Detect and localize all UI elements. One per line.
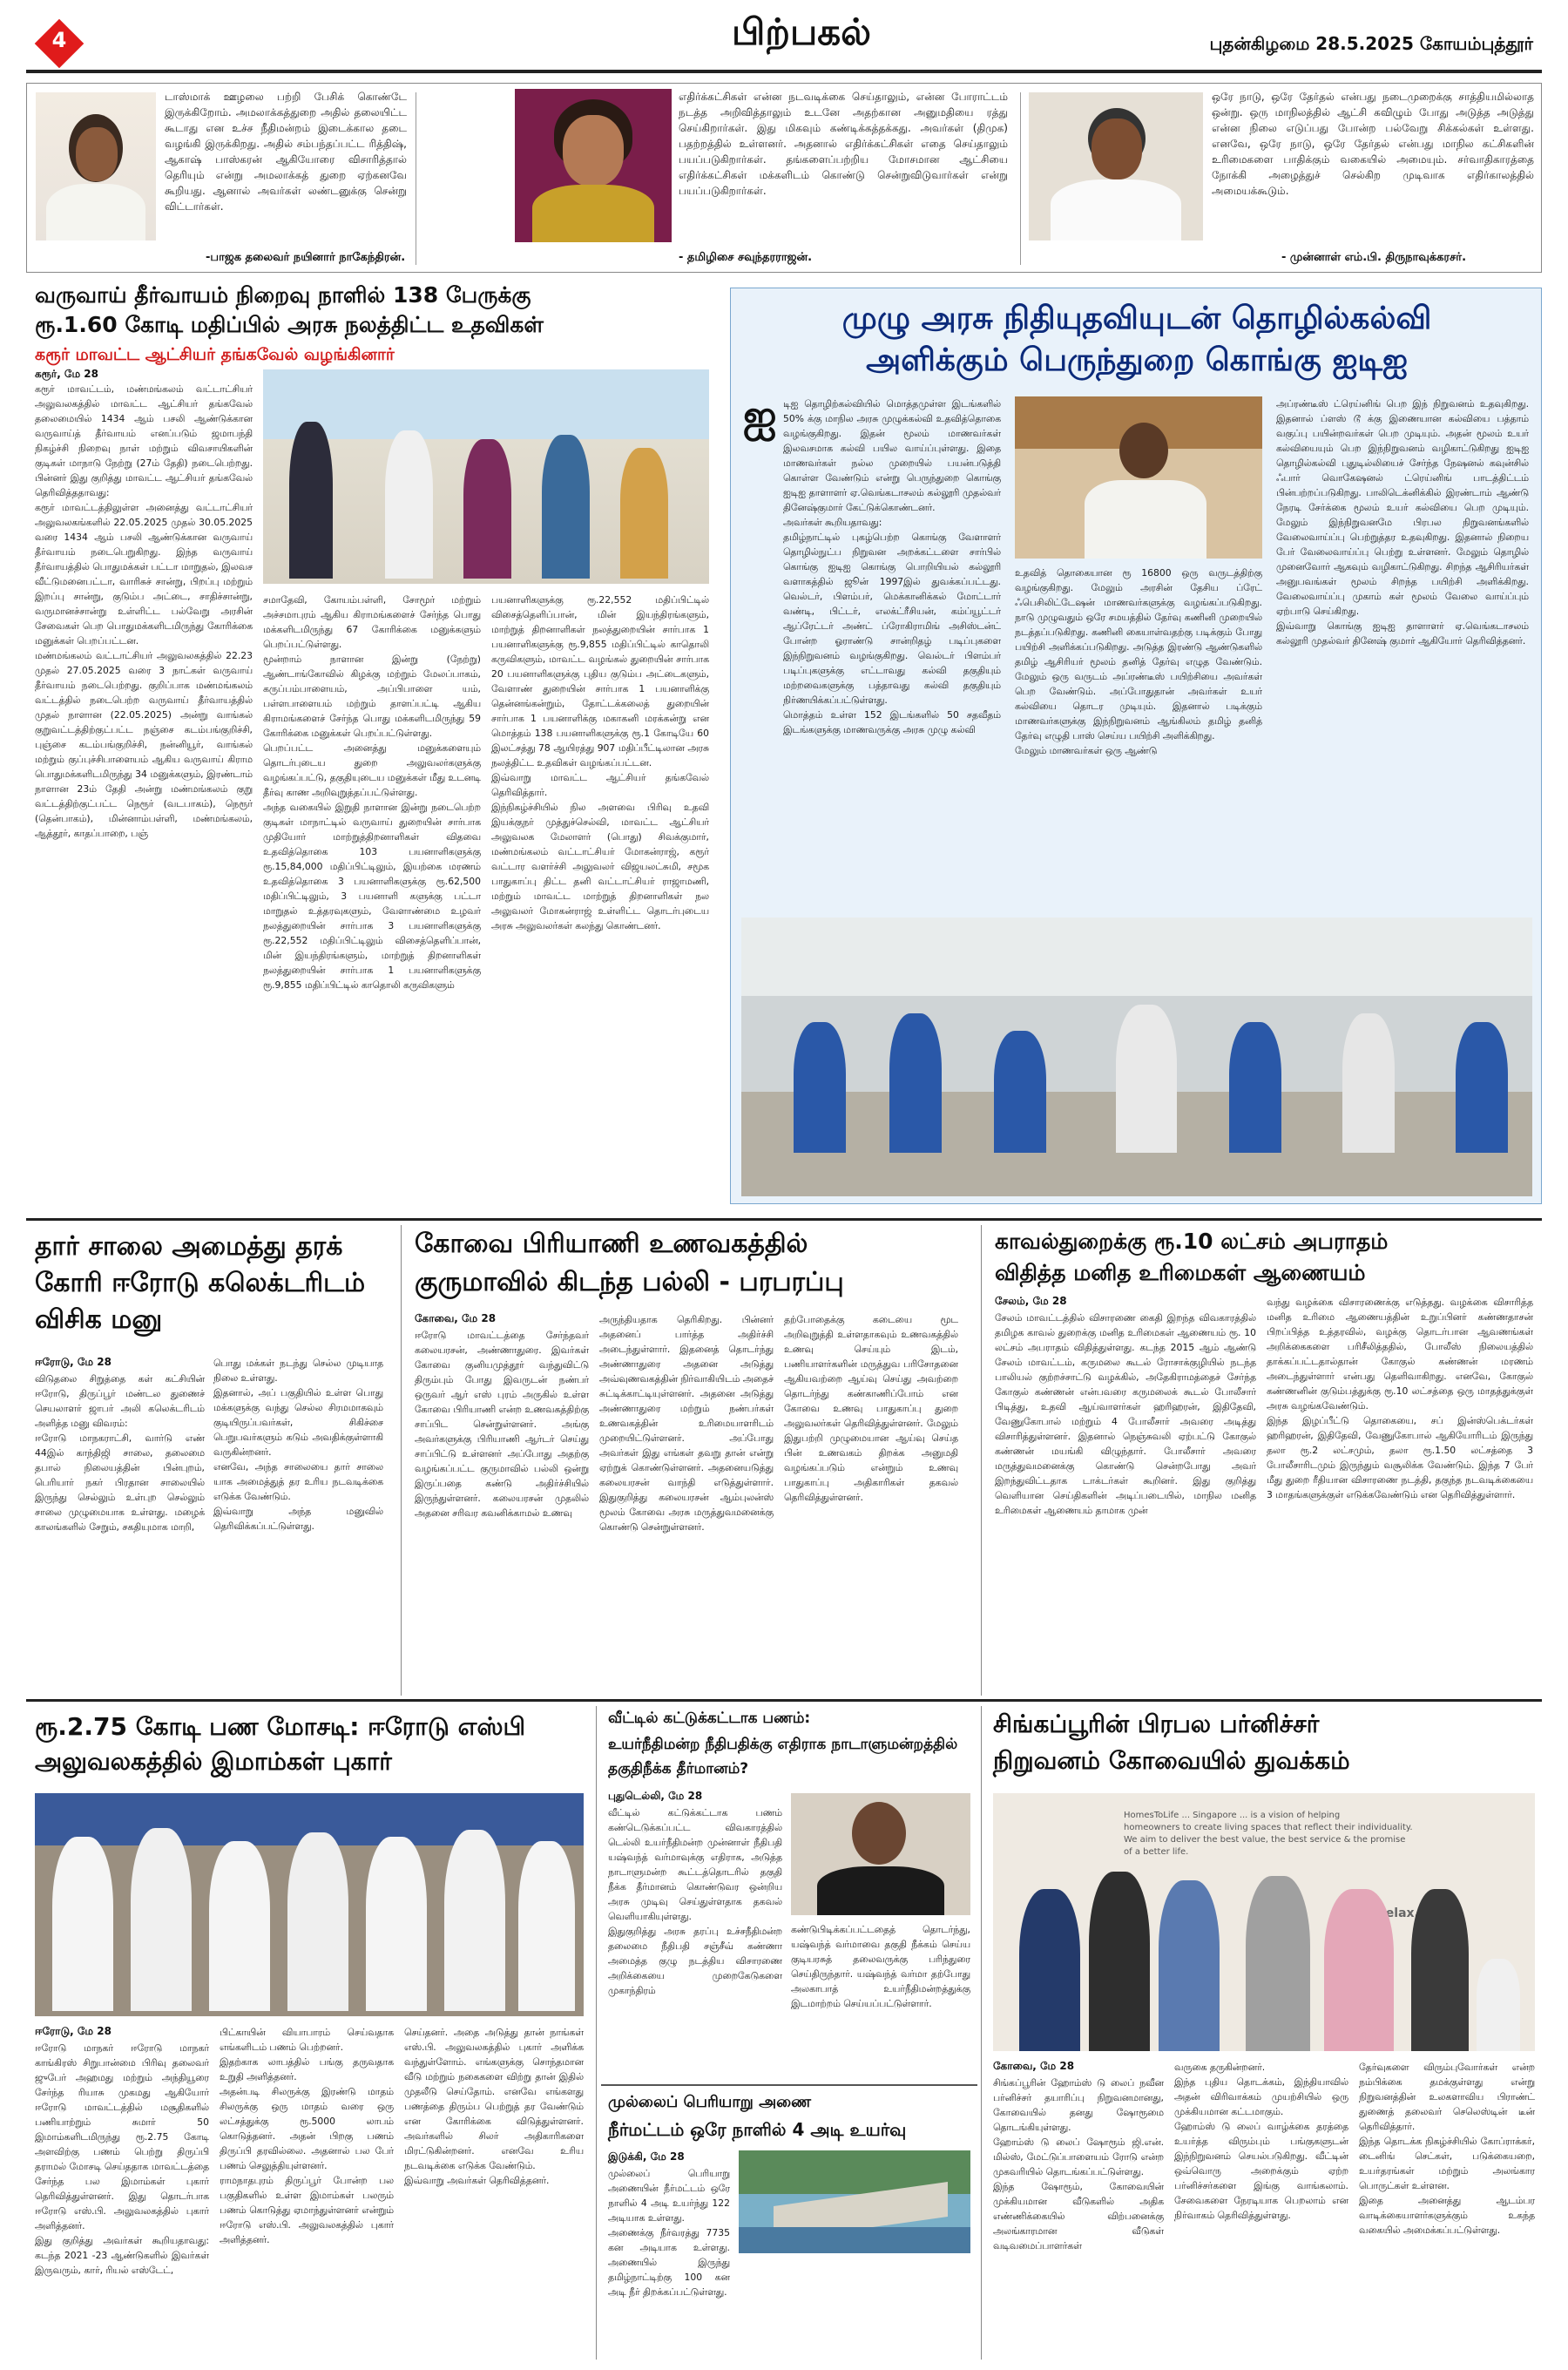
drop-cap: ஐ: [743, 391, 777, 440]
quote-text-1: டாஸ்மாக் ஊழலை பற்றி பேசிக் கொண்டே இருக்கிறோம். அமலாக்கத்துறை அதில் தலையிட்ட கூடாது என உச்ச நீதிமன்றம் இடைக்கால தடை வழங்கி இருக்கிறது. அதில் சம்பந்தப்பட்ட ரித்திஷ், ஆகாஷ் பாஸ்கரன் ஆகியோரை விசாரித்தால் தெரியும் என்று அமலாக்கத் துறை ஏற்கனவே கூறியது. ஆனால் அவர்கள் லண்டனுக்கு சென்று விட்டார்கள்.: [165, 91, 407, 213]
banner-text: We aim to deliver the best value, the best service & the promise: [1124, 1835, 1406, 1845]
article-karur: [26, 281, 723, 1213]
portrait-photo: [36, 92, 156, 240]
article-column: சேலம் மாவட்டத்தில் விசாரணை கைதி இறந்த விவகாரத்தில் தமிழக காவல் துறைக்கு மனித உரிமைகள் ஆணையம் ரூ. 10 லட்சம் அபராதம் விதித்துள்ளது. கடந்த 2015 ஆம் ஆண்டு சேலம் மாவட்டம், கருமலை கூடல் ரோசாக்குழியில் நடந்த பாலியல் குற்றச்சாட்டு வழக்கில், அதேகிராமத்தைச் சேர்ந்த கோகுல் கண்ணன் என்பவரை கருமலைக் கூடல் போலீசார் பிடித்து, உதவி ஆய்வாளர்கள் ஹரிஹரன், இதிதேவி, வேணுகோபால் மற்றும் 4 போலீசார் அவரை அடித்து விசாரித்துள்ளனர். இதனால் நெஞ்சுவலி ஏற்பட்டு கோகுல் கண்ணன் மயங்கி விழுந்தார். போலீசார் அவரை மருத்துவமனைக்கு கொண்டு சென்றபோது அவர் இறந்துவிட்டதாக டாக்டர்கள் கூறினர். இது குறித்து வெளியான செய்திகளின் அடிப்படையில், மாநில மனித உரிமைகள் ஆணையம் தாமாக முன்: [995, 1312, 1256, 1516]
headline: முல்லைப் பெரியாறு அணை: [608, 2093, 812, 2111]
article-column: டிஐ தொழிற்கல்வியில் மொத்தமுள்ள இடங்களில் 50% க்கு மாநில அரசு முழுக்கல்வி உதவித்தொகை வழங்குகிறது. இதன் மூலம் மாணவர்கள் இலவசமாக கல்வி பயில வாய்ப்புள்ளது. இதை மாணவர்கள் நல்ல முறையில் பயன்படுத்தி கொள்ள வேண்டும் என்று பெருந்துறை கொங்கு ஐடிஐ தாளாளர் ஏ.வெங்கடாசலம் கல்லூரி முதல்வர் தினேஷ்குமார் கேட்டுக்கொண்டனர். அவர்கள் கூறியதாவது: தமிழ்நாட்டில் புகழ்பெற்ற கொங்கு வேளாளர் தொழில்நுட்ப நிறுவன அறக்கட்டளை சார்பில் கொங்கு ஐடிஐ கொங்கு பொறியியல் கல்லூரி வளாகத்தில் ஜூன் 1997இல் துவக்கப்பட்டது. வெல்டர், பிளம்பர், மெக்கானிக்கல் மோட்டார் வண்டி, பிட்டர், எலக்ட்ரீசியன், கம்ப்யூட்டர் ஆப்ரேட்டர் அண்ட் ப்ரோகிராமிங் அசிஸ்டன்ட் போன்ற ஓராண்டு சான்றிதழ் படிப்புகளை இந்நிறுவனம் வழங்குகிறது. வெல்டர் பிளம்பர் படிப்புகளுக்கு எட்டாவது கல்வி தகுதியும் மற்றவைகளுக்கு பத்தாவது கல்வி தகுதியும் நிர்ணயிக்கப்பட்டுள்ளது. மொத்தம் உள்ள 152 இடங்களில் 50 சதவீதம் இடங்களுக்கு மாணவருக்கு அரசு முழு கல்வி: [783, 398, 1001, 735]
article-column: வீட்டில் கட்டுக்கட்டாக பணம் கண்டெடுக்கப்பட்ட விவகாரத்தில் டெல்லி உயர்நீதிமன்ற முன்னாள் நீதிபதி யஷ்வந்த் வர்மாவுக்கு எதிராக, அடுத்த நாடாளுமன்ற கூட்டத்தொடரில் தகுதி நீக்க தீர்மானம் கொண்டுவர ஒன்றிய அரசு முடிவு செய்துள்ளதாக தகவல் வெளியாகியுள்ளது. இதுகுறித்து அரசு தரப்பு உச்சநீதிமன்ற தலைமை நீதிபதி சஞ்சீவ் கண்ணா அமைத்த குழு நடத்திய விசாரணை அறிக்கையை முறைகேடுகளை முகாந்திரம்: [608, 1807, 782, 1996]
article-column: தற்போதைக்கு கடையை மூட அறிவுறுத்தி உள்ளதாகவும் உணவகத்தில் உணவு செய்யும் இடம், பணியாளர்களின் மருத்துவ பரிசோதனை ஆகியவற்றை ஆய்வு செய்து அவற்றை தொடர்ந்து கண்காணிப்போம் என கோவை உணவு பாதுகாப்பு துறை அலுவலர்கள் தெரிவித்துள்ளனர். மேலும் இதுபற்றி முழுமையான ஆய்வு செய்த பின் உணவகம் திறக்க அனுமதி வழங்கப்படும் என்றும் உணவு பாதுகாப்பு அதிகாரிகள் தகவல் தெரிவித்துள்ளனர்.: [784, 1314, 958, 1503]
article-column: கண்டுபிடிக்கப்பட்டதைத் தொடர்ந்து, யஷ்வந்த் வர்மாவை தகுதி நீக்கம் செய்ய குடியரசுத் தலைவருக்கு பரிந்துரை செய்திருந்தார். யஷ்வந்த் வர்மா தற்போது அலகாபாத் உயர்நீதிமன்றத்துக்கு இடமாற்றம் செய்யப்பட்டுள்ளார்.: [791, 1924, 970, 2009]
headline: உயர்நீதிமன்ற நீதிபதிக்கு எதிராக நாடாளுமன்றத்தில் தகுதிநீக்க தீர்மானம்?: [608, 1736, 958, 1778]
headline: கோவை பிரியாணி உணவகத்தில்: [415, 1229, 808, 1259]
article-column: சமாதேவி, கோயம்பள்ளி, சோமூர் மற்றும் அச்சமாபுரம் ஆகிய கிராமங்களைச் சேர்ந்த பொது மக்களிடமிருந்து 67 கோரிக்கை மனுக்களும் பெறப்பட்டுள்ளது. மூன்றாம் நாளான இன்று (நேற்று) ஆண்டாங்கோவில் கிழக்கு மற்றும் மேலப்பாகம், கருப்பம்பாளையம், அப்பிபாளை யம், பள்ளபாளையம் மற்றும் தாளப்பட்டி ஆகிய கிராமங்களைச் சேர்ந்த பொது மக்களிடமிருந்து 59 கோரிக்கை மனுக்கள் பெறப்பட்டுள்ளது. பெறப்பட்ட அனைத்து மனுக்களையும் தொடர்புடைய துறை அலுவலர்களுக்கு வழங்கப்பட்டு, தகுதியுடைய மனுக்கள் மீது உடனடி தீர்வு காண அறிவுறுத்தப்பட்டுள்ளது. அந்த வகையில் இறுதி நாளான இன்று நடைபெற்ற குடிகள் மாநாட்டில் வருவாய் துறையின் சார்பாக முதியோர் மாற்றுத்திறனாளிகள் விதவை உதவித்தொகை 103 பயனாளிகளுக்கு ரூ.15,84,000 மதிப்பிட்டிலும், இயற்கை மரணம் உதவித்தொகை 3 பயனாளிகளுக்கு ரூ.62,500 மதிப்பிட்டிலும், 3 பயனாளி களுக்கு பட்டா மாறுதல் உத்தரவுகளும், வேளாண்மை உழவர் நலத்துறையின் சார்பாக 3 பயனாளிகளுக்கு ரூ.22,552 மதிப்பிட்டிலும் விசைத்தெளிப்பான், மின் இயந்திரங்களும், மாற்றுத் திறனாளிகள் நலத்துறையின் சார்பாக 1 பயனாளிகளுக்கு ரூ.9,855 மதிப்பிட்டில் காதொலி கருவிகளும்: [263, 594, 481, 991]
dateline: கரூர், மே 28: [35, 368, 98, 380]
headline: விதித்த மனித உரிமைகள் ஆணையம்: [995, 1260, 1366, 1285]
portrait-photo: [515, 89, 672, 242]
banner-text: HomesToLife ... Singapore ... is a vision of helping: [1124, 1811, 1341, 1820]
article-column: விடுதலை சிறுத்தை கள் கட்சியின் ஈரோடு, திருப்பூர் மண்டல துணைச் செயலாளர் ஜாபர் அலி கலெக்டரிடம் அளித்த மனு விவரம்: ஈரோடு மாநகராட்சி, வார்டு எண் 44இல் காந்திஜி சாலை, தலைமை தபால் நிலையத்தின் பின்புறம், பெரியார் நகர் பிரதான சாலையில் இருந்து செல்லும் உள்புற செல்லும் சாலை முழுமையாக உள்ளது. மழைக் காலங்களில் சேறும், சகதியுமாக மாறி,: [35, 1373, 205, 1533]
dateline: இடுக்கி, மே 28: [608, 2150, 685, 2163]
workshop-photo: [741, 918, 1532, 1196]
headline: அளிக்கும் பெருந்துறை கொங்கு ஐடிஐ: [866, 342, 1408, 378]
headline: சிங்கப்பூரின் பிரபல பர்னிச்சர்: [993, 1710, 1320, 1738]
article-furniture: [986, 1706, 1542, 2360]
article-column: பொது மக்கள் நடந்து செல்ல முடியாத நிலை உள்ளது. இதனால், அப் பகுதியில் உள்ள பொது மக்களுக்கு வந்து செல்ல சிரமமாகவும் குடியிருப்பவர்கள், சிகிச்சை பெறுபவர்களும் கடும் அவதிக்குள்ளாகி வருகின்றனர். எனவே, அந்த சாலையை தார் சாலை யாக அமைத்துத் தர உரிய நடவடிக்கை எடுக்க வேண்டும். இவ்வாறு அந்த மனுவில் தெரிவிக்கப்பட்டுள்ளது.: [213, 1358, 383, 1532]
dateline: கோவை, மே 28: [415, 1312, 497, 1324]
portrait-photo: [1029, 92, 1203, 240]
article-mullaiperiyar: [601, 2089, 977, 2360]
article-kongu-iti: [730, 288, 1542, 1204]
article-hrc: [986, 1225, 1542, 1696]
banner-text: homeowners to create living spaces that reflect their individuality.: [1124, 1823, 1413, 1832]
quote-source-2: - தமிழிசை சவுந்தரராஜன்.: [679, 251, 813, 264]
headline: நீர்மட்டம் ஒரே நாளில் 4 அடி உயர்வு: [608, 2119, 907, 2140]
article-column: ஈரோடு மாநகர் ஈரோடு மாநகர் காங்கிரஸ் சிறுபான்மை பிரிவு தலைவர் ஜுபேர் அஹமது மற்றும் அந்தியூரை சேர்ந்த ரியாசு முகமது ஆகியோர் ஈரோடு மாவட்டத்தில் மசூதிகளில் பணியாற்றும் சுமார் 50 இமாம்களிடமிருந்து ரூ.2.75 கோடி அளவிற்கு பணம் பெற்று திருப்பி தராமல் மோசடி செய்ததாக மாவட்டத்தை சேர்ந்த பல இமாம்கள் புகார் தெரிவித்துள்ளனர். இது தொடர்பாக ஈரோடு எஸ்.பி. அலுவலகத்தில் புகார் அளித்தனர். இது குறித்து அவர்கள் கூறியதாவது: கடந்த 2021 -23 ஆண்டுகளில் இவர்கள் இருவரும், கார், ரியல் எஸ்டேட்,: [35, 2042, 209, 2276]
article-column: சிங்கப்பூரின் ஹோம்ஸ் டு லைப் நவீன பர்னிச்சர் தயாரிப்பு நிறுவனமானது, கோவையில் தனது ஷோரூமை தொடங்கியுள்ளது. ஹோம்ஸ் டு லைப் ஷோரூம் ஜி.என். மில்ஸ், மேட்டுப்பாளையம் ரோடு என்ற முகவரியில் தொடங்கப்பட்டுள்ளது. இந்த ஷோரூம், கோவையின் முக்கியமான வீடுகளில் அதிக எண்ணிக்கையில் விற்பனைக்கு அலங்காரமான வீடுகள் வடிவமைப்பாளர்கள்: [993, 2077, 1164, 2252]
article-column: தேர்வுகளை விரும்புவோர்கள் என்ற நம்பிக்கை தமக்குள்ளது என்று நிறுவனத்தின் உலகளாவிய பிராண்ட் துணைத் தலைவர் செலெஸ்டின் டீன் தெரிவித்தார். இந்த தொடக்க நிகழ்ச்சியில் கோப்ராக்கர், டைனிங் செட்கள், படுக்கையறை, உயர்தரங்கள் மற்றும் அலங்கார பொருட்கள் உள்ளன. இதை அனைத்து ஆடம்பர வாடிக்கையாளர்களுக்கும் உகந்த வகையில் அமைக்கப்பட்டுள்ளது.: [1359, 2062, 1535, 2236]
masthead-date: புதன்கிழமை 28.5.2025 கோயம்புத்தூர்: [1209, 33, 1533, 54]
article-column: முல்லைப் பெரியாறு அணையின் நீர்மட்டம் ஒரே நாளில் 4 அடி உயர்ந்து 122 அடியாக உள்ளது. அணைக்கு நீர்வரத்து 7735 கன அடியாக உள்ளது. அணையில் இருந்து தமிழ்நாட்டிற்கு 100 கன அடி நீர் திறக்கப்பட்டுள்ளது.: [608, 2168, 730, 2298]
headline: ரூ.1.60 கோடி மதிப்பில் அரசு நலத்திட்ட உதவிகள்: [35, 312, 544, 337]
headline: காவல்துறைக்கு ரூ.10 லட்சம் அபராதம்: [995, 1229, 1389, 1254]
quote-strip: [26, 83, 1542, 273]
article-column: வந்து வழக்கை விசாரணைக்கு எடுத்தது. வழக்கை விசாரித்த மனித உரிமை ஆணையத்தின் உறுப்பினர் கண்ணதாசன் பிறப்பித்த உத்தரவில், வழக்கு தொடர்பான ஆவணங்கள் அறிக்கைகளை பரிசீலித்ததில், போலீஸ் நிலையத்தில் தாக்கப்பட்டதால்தான் கோகுல் கண்ணன் மரணம் அடைந்துள்ளார் என்பது தெளிவாகிறது. எனவே, கோகுல் கண்ணனின் குடும்பத்துக்கு ரூ.10 லட்சத்தை ஒரு மாதத்துக்குள் அரசு வழங்கவேண்டும். இந்த இழப்பீட்டு தொகையை, சப் இன்ஸ்பெக்டர்கள் ஹரிஹரன், இதிதேவி, வேணுகோபால் ஆகியோரிடம் இருந்து தலா ரூ.2 லட்சமும், தலா ரூ.1.50 லட்சத்தை 3 போலீசாரிடமும் இருந்தும் வசூலிக்க வேண்டும். இந்த 7 பேர் மீது துறை ரீதியான விசாரணை நடத்தி, தகுந்த நடவடிக்கையை 3 மாதங்களுக்குள் எடுக்கவேண்டும் என தெரிவித்துள்ளார்.: [1267, 1297, 1533, 1500]
dateline: புதுடெல்லி, மே 28: [608, 1790, 703, 1802]
article-column: கரூர் மாவட்டம், மண்மங்கலம் வட்டாட்சியர் அலுவலகத்தில் மாவட்ட ஆட்சியர் தங்கவேல் தலைமையில் 1434 ஆம் பசலி ஆண்டுக்கான வருவாய்த் தீர்வாயம் எனப்படும் ஜமாபந்தி நிகழ்ச்சி நிறைவு நாள் மற்றும் விவசாயிகளின் குடிகள் மாநாடு நேற்று (27ம் தேதி) நடைபெற்றது. பின்னர் இது குறித்து மாவட்ட ஆட்சியர் தங்கவேல் தெரிவித்ததாவது: கரூர் மாவட்டத்திலுள்ள அனைத்து வட்டாட்சியர் அலுவலகங்களில் 22.05.2025 முதல் 30.05.2025 வரை 1434 ஆம் பசலி ஆண்டுக்கான வருவாய் தீர்வாயம் நடைபெறுகிறது. இந்த வருவாய் தீர்வாயத்தில் பொதுமக்கள் பட்டா மாறுதல், இலவச வீட்டுமனைபட்டா, வாரிசுச் சான்று, பிறப்பு மற்றும் இறப்பு சான்று, குடும்ப அட்டை, சாதிச்சான்று, வருமானச்சான்று உள்ளிட்ட பல்வேறு அரசின் சேவைகள் பெற பொதுமக்களிடமிருந்து கோரிக்கை மனுக்கள் பெறப்பட்டன. மண்மங்கலம் வட்டாட்சியர் அலுவலகத்தில் 22.23 முதல் 27.05.2025 வரை 3 நாட்கள் வருவாய் தீர்வாயம் நடைபெற்றது. குறிப்பாக மண்மங்கலம் வட்டத்தில் நடைபெற்ற வருவாய் தீர்வாயத்தில் முதல் நாளான (22.05.2025) அன்று வாங்கல் குறுவட்டத்திற்குட்பட்ட நஞ்சை கடம்பங்குறிச்சி, புஞ்சை கடம்பங்குறிச்சி, நன்னியூர், வாங்கல் மற்றும் குப்புச்சிபாளையம் ஆகிய வருவாய் கிராம பொதுமக்களிடமிருந்து 34 மனுக்களும், இரண்டாம் நாளான 23ம் தேதி அன்று மண்மங்கலம் குறு வட்டத்திற்குட்பட்ட நெரூர் (வடபாகம்), நெரூர் (தென்பாகம்), மின்னாம்பள்ளி, மண்மங்கலம், ஆத்தூர், காதப்பாறை, பஞ்: [35, 383, 253, 839]
banner-text: of a better life.: [1124, 1847, 1189, 1857]
judge-photo: [791, 1793, 970, 1915]
article-column: ஈரோடு மாவட்டத்தை சேர்ந்தவர் கலையரசன், அண்ணாதுரை. இவர்கள் கோவை குனியமுத்தூர் வந்துவிட்டு திரும்பும் போது இவருடன் நண்பர் ஒருவர் ஆர் எஸ் புரம் அருகில் உள்ள கோவை பிரியாணி என்ற உணவகத்திற்கு சாப்பிட சென்றுள்ளனர். அங்கு அவர்களுக்கு பிரியாணி ஆர்டர் செய்து சாப்பிட்டு உள்ளனர் அப்போது அதற்கு வழங்கப்பட்ட குருமாவில் பல்லி ஒன்று இருப்பதை கண்டு அதிர்ச்சியில் இருந்துள்ளனர். கலையரசன் முதலில் அதனை சரிவர கவனிக்காமல் உணவு: [415, 1330, 589, 1519]
launch-photo: [993, 1793, 1535, 2051]
article-column: அருந்தியதாக தெரிகிறது. பின்னர் அதனைப் பார்த்த அதிர்ச்சி அடைந்துள்ளார். இதனைத் தொடர்ந்து அண்ணாதுரை அதனை அடுத்து அவ்வுணவகத்தின் நிர்வாகியிடம் அதைச் சுட்டிக்காட்டியுள்ளனர். அதனை அடுத்து அண்ணாதுரை மற்றும் நண்பர்கள் உணவகத்தின் உரிமையாளரிடம் முறையிட்டுள்ளனர். அப்போது அவர்கள் இது எங்கள் தவறு தான் என்று ஏற்றுக் கொண்டுள்ளனர். அதனையடுத்து கலையரசன் வாந்தி எடுத்துள்ளார். இதுகுறித்து கலையரசன் ஆம்புலன்ஸ் மூலம் கோவை அரசு மருத்துவமனைக்கு கொண்டு சென்றுள்ளனர்.: [599, 1314, 774, 1533]
headline: ரூ.2.75 கோடி பண மோசடி: ஈரோடு எஸ்பி அலுவலகத்தில் இமாம்கள் புகார்: [35, 1712, 526, 1776]
banner-text: Relax.: [1376, 1906, 1419, 1920]
article-column: அப்ரண்டீஸ் ட்ரெய்னிங் பெற இந் நிறுவனம் உதவுகிறது. இதனால் ப்ளஸ் டூ க்கு இணையான கல்வியை பத்தாம் வகுப்பு பயின்றவர்கள் பெற முடியும். அதன் மூலம் உயர் கல்வியையும் பெற இந்நிறுவனம் வழிகாட்டுகிறது ஐடிஐ தொழில்கல்வி புதுடில்லியைச் சேர்ந்த நேஷனல் கவுன்சில் ஃபார் வொகேஷனல் ட்ரெய்னிங் பாடத்திட்டம் பின்பற்றப்படுகிறது. பாலிடெக்னிக்கில் இரண்டாம் ஆண்டு நேரடி சேர்க்கை மூலம் உயர் கல்வியை பெற முடியும். மேலும் இந்நிறுவனமே பிரபல நிறுவனங்களில் வேலைவாய்ப்பு பெற்றுத்தர உதவுகிறது. இதனால் நிறைய பேர் வேலைவாய்ப்பு பெற்று உள்ளனர். மேலும் தொழில் முனைவோர் ஆகவும் வழிகாட்டுகிறது. சிறந்த ஆசிரியர்கள் அனுபவங்கள் மூலம் சிறந்த பயிற்சி அளிக்கிறது. வேலைவாய்ப்பு முகாம் கள் மூலம் வேலை வாய்ப்பும் ஏற்பாடு செய்கிறது. இவ்வாறு கொங்கு ஐடிஐ தாளாளர் ஏ.வெங்கடாசலம் கல்லூரி முதல்வர் தினேஷ் குமார் ஆகியோர் தெரிவித்தனர்.: [1276, 398, 1529, 647]
article-column: வருகை தருகின்றனர். இந்த புதிய தொடக்கம், இந்தியாவில் அதன் விரிவாக்கம் முயற்சியில் ஒரு முக்கியமான கட்டமாகும். ஹோம்ஸ் டு லைப் வாழ்க்கை தரத்தை உயர்த்த விரும்பும் பங்குகளுடன் இந்நிறுவனம் செயல்படுகிறது. வீட்டின் ஒவ்வொரு அறைக்கும் ஏற்ற பர்னிச்சர்களை இங்கு வாங்கலாம். சேவைகளை நேரடியாக பெறலாம் என நிர்வாகம் தெரிவித்துள்ளது.: [1174, 2062, 1348, 2221]
quote-source-1: -பாஜக தலைவர் நயினார் நாகேந்திரன்.: [206, 251, 406, 264]
masthead: [0, 0, 1568, 78]
kicker: வீட்டில் கட்டுக்கட்டாக பணம்:: [608, 1710, 811, 1727]
page-number: 4: [51, 28, 67, 52]
article-column: உதவித் தொகையான ரூ 16800 ஒரு வருடத்திற்கு வழங்குகிறது. மேலும் அரசின் தேசிய ப்ரேட் ஃபெசிலிட்டேஷன் மாணவர்களுக்கு வழங்கப்படுகிறது. நாடு முழுவதும் ஒரே சமயத்தில் தேர்வு கணினி முறையில் நடத்தப்படுகிறது. கணினி கையாள்வதற்கு படிக்கும் போது பயிற்சி அளிக்கப்படுகிறது. அடுத்த இரண்டு ஆண்டுகளில் தமிழ் ஆசிரியர் மூலம் தனித் தேர்வு எழுத வேண்டும். மேலும் ஒரு வருடம் அப்ரண்டீஸ் பயிற்சியை அவர்கள் பெற வேண்டும். அப்போதுதான் அவர்கள் உயர் கல்வியை தொடர முடியும். இதனால் படிக்கும் மாணவர்களுக்கு இந்நிறுவனம் ஆங்கிலம் தமிழ் தனித் தேர்வு எழுதி பாஸ் செய்ய பயிற்சி அளிக்கிறது. மேலும் மாணவர்கள் ஒரு ஆண்டு: [1015, 567, 1262, 756]
masthead-title: பிற்பகல்: [732, 10, 871, 53]
dateline: சேலம், மே 28: [995, 1295, 1067, 1307]
article-imams: [26, 1706, 592, 2360]
imams-photo: [35, 1793, 584, 2016]
article-column: செய்தனர். அதை அடுத்து தான் நாங்கள் எஸ்.பி. அலுவலகத்தில் புகார் அளிக்க வந்துள்ளோம். எங்களுக்கு சொந்தமான வீடு மற்றும் நகைகளை விற்று தான் இதில் முதலீடு செய்தோம். எனவே எங்களது பணத்தை திரும்ப பெற்றுத் தர வேண்டும் என கோரிக்கை விடுத்துள்ளனர். அவர்களில் சிலர் அதிகாரிகளை மிரட்டுகின்றனர். எனவே உரிய நடவடிக்கை எடுக்க வேண்டும். இவ்வாறு அவர்கள் தெரிவித்தனர்.: [404, 2027, 584, 2186]
article-column: பிட்காயின் வியாபாரம் செய்வதாக எங்களிடம் பணம் பெற்றனர். இதற்காக லாபத்தில் பங்கு தருவதாக உறுதி அளித்தனர். அதன்படி சிலருக்கு இரண்டு மாதம் சிலருக்கு ஒரு மாதம் வரை ஒரு லட்சத்துக்கு ரூ.5000 லாபம் கொடுத்தனர். அதன் பிறகு பணம் திருப்பி தரவில்லை. அதனால் பல பேர் பணம் செலுத்தியுள்ளனர். ராமநாதபுரம் திருப்பூர் போன்ற பல பகுதிகளில் உள்ள இமாம்கள் பலரும் பணம் கொடுத்து ஏமாந்துள்ளனர் என்றும் ஈரோடு எஸ்.பி. அலுவலகத்தில் புகார் அளித்தனர்.: [220, 2027, 394, 2245]
subheadline: கரூர் மாவட்ட ஆட்சியர் தங்கவேல் வழங்கினார்: [35, 345, 395, 364]
dam-photo: [739, 2150, 970, 2253]
quote-text-2: எதிர்க்கட்சிகள் என்ன நடவடிக்கை செய்தாலும், என்ன போராட்டம் நடத்த அறிவித்தாலும் உடனே அதற்கான அனுமதியை ரத்து செய்கிறார்கள். இது மிகவும் கண்டிக்கத்தக்கது. அவர்கள் (திமுக) பதற்றத்தில் உள்ளனர். அதனால் எதிர்க்கட்சிகள் எதை செய்தாலும் பயப்படுகிறார்கள். தங்களைப்பற்றிய மோசமான ஆட்சியை எதிர்க்கட்சிகள் மக்களிடம் கொண்டு சென்றுவிடுவார்கள் என்று பயப்படுகிறார்கள்.: [679, 91, 1008, 197]
masthead-rule: [26, 70, 1542, 73]
headline: குருமாவில் கிடந்த பல்லி - பரபரப்பு: [415, 1267, 844, 1297]
headline: நிறுவனம் கோவையில் துவக்கம்: [993, 1746, 1350, 1775]
headline: தார் சாலை அமைத்து தரக் கோரி ஈரோடு கலெக்டரிடம் விசிக மனு: [35, 1231, 366, 1335]
dateline: ஈரோடு, மே 28: [35, 1356, 112, 1368]
article-judge: [601, 1706, 977, 2081]
article-erode-road: [26, 1225, 397, 1696]
quote-source-3: - முன்னாள் எம்.பி. திருநாவுக்கரசர்.: [1281, 251, 1467, 264]
quote-text-3: ஒரே நாடு, ஒரே தேர்தல் என்பது நடைமுறைக்கு சாத்தியமில்லாத ஒன்று. ஒரு மாநிலத்தில் ஆட்சி கவிழும் போது அடுத்த அடுத்து என்ன நிலை எடுப்பது போன்ற பல்வேறு சிக்கல்கள் உள்ளது. எனவே, ஒரே நாடு, ஒரே தேர்தல் என்பது மாநில கட்சிகளின் உரிமைகளை பாதிக்கும் வகையில் அமையும். சர்வாதிகாரத்தை நோக்கி அழைத்துச் செல்கிற முடிவாக எதிர்காலத்தில் அமையக்கூடும்.: [1212, 91, 1534, 197]
headline: முழு அரசு நிதியுதவியுடன் தொழில்கல்வி: [841, 301, 1432, 336]
article-biryani: [406, 1225, 977, 1696]
article-column: பயனாளிகளுக்கு ரூ.22,552 மதிப்பிட்டில் விசைத்தெளிப்பான், மின் இயந்திரங்களும், மாற்றுத் திறனாளிகள் நலத்துறையின் சார்பாக 1 பயனாளிகளுக்கு ரூ.9,855 மதிப்பிட்டில் காதொலி கருவிகளும், மாவட்ட வழங்கல் துறையின் சார்பாக 20 பயனாளிகளுக்கு புதிய குடும்ப அட்டைகளும், வேளாண் துறையின் சார்பாக 1 பயனாளிக்கு தென்னங்கன்றும், தோட்டக்கலைத் துறையின் சார்பாக 1 பயனாளிக்கு மகாகனி மரக்கன்று என மொத்தம் 138 பயனாளிகளுக்கு ரூ.1 கோடியே 60 இலட்சத்து 78 ஆயிரத்து 907 மதிப்பீட்டிலான அரசு நலத்திட்ட உதவிகள் வழங்கப்பட்டன. இவ்வாறு மாவட்ட ஆட்சியர் தங்கவேல் தெரிவித்தார். இந்நிகழ்ச்சியில் நில அளவை பிரிவு உதவி இயக்குநர் முத்துச்செல்வி, மாவட்ட ஆட்சியர் அலுவலக மேலாளர் (பொது) சிவக்குமார், மண்மங்கலம் வட்டாட்சியர் மோகன்ராஜ், கரூர் வட்டார வளர்ச்சி அலுவலர் விஜயலட்சுமி, சமூக பாதுகாப்பு திட்ட தனி வட்டாட்சியர் ராஜாமணி, மற்றும் மாவட்ட மாற்றுத் திறனாளிகள் நல அலுவலர் மோகன்ராஜ் உள்ளிட்ட தொடர்புடைய அரசு அலுவலர்கள் கலந்து கொண்டனர்.: [491, 594, 709, 931]
dateline: கோவை, மே 28: [993, 2060, 1075, 2072]
headline: வருவாய் தீர்வாயம் நிறைவு நாளில் 138 பேருக்கு: [35, 282, 531, 308]
event-photo: [263, 369, 709, 584]
dateline: ஈரோடு, மே 28: [35, 2025, 112, 2037]
founder-photo: [1015, 396, 1262, 559]
